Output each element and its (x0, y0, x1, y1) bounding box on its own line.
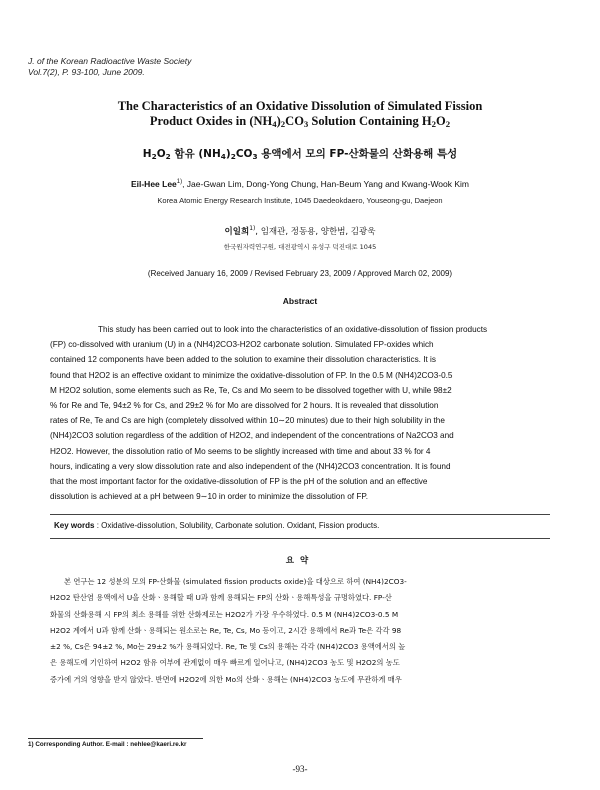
abstract-line: (NH4)2CO3 solution regardless of the addition of H2O2, and independent of the concentrations of Na2CO3 and (50, 431, 454, 441)
korean-line: H2O2 탄산염 용액에서 U을 산화ㆍ용해할 때 U과 함께 용해되는 FP의 산화ㆍ용해특성을 규명하였다. FP-산 (50, 593, 392, 603)
keywords (54, 521, 379, 530)
divider-top (50, 514, 550, 515)
korean-line: 은 용해도에 기인하여 H2O2 함유 여부에 관계없이 매우 빠르게 일어나고, (NH4)2CO3 농도 및 H2O2의 농도 (50, 658, 400, 668)
title-korean: $H_2O_2$ 함유 $(NH_4)_2CO_3$ 용액에서 모의 FP-산화물의 산화용해 특성 (142, 148, 458, 161)
title-line-2: Product Oxides in $(NH_4)_2CO_3$ Solution Containing $H_2O_2$ (149, 114, 451, 129)
abstract-line: % for Re and Te, 94±2 % for Cs, and 29±2 % for Mo are dissolved for 2 hours. It is revealed that dissolution (50, 401, 439, 411)
abstract-line: dissolution is achieved at a pH between 9∼10 in order to minimize the dissolution of FP. (50, 492, 369, 502)
authors-korean: 이일희$^{1)}$, 임재관, 정동용, 양한범, 김광욱 (224, 225, 376, 237)
authors-english: Eil-Hee Lee$^{1)}$, Jae-Gwan Lim, Dong-Yong Chung, Han-Beum Yang and Kwang-Wook Kim (130, 179, 470, 189)
affiliation-korean: 한국원자력연구원, 대전광역시 유성구 덕진대로 1045 (223, 243, 377, 251)
abstract-line: M H2O2 solution, some elements such as Re, Te, Cs and Mo seem to be dissolved together with U, while 98±2 (50, 385, 452, 395)
korean-line: 본 연구는 12 성분의 모의 FP-산화물 (simulated fission products oxide)을 대상으로 하여 (NH4)2CO3- (64, 577, 407, 586)
footnote-rule (28, 738, 203, 739)
abstract-body (50, 322, 550, 504)
page-number: -93- (292, 764, 308, 774)
korean-line: ±2 %, Cs은 94±2 %, Mo는 29±2 %가 용해되었다. Re, Te 및 Cs의 용해는 각각 (NH4)2CO3 용액에서의 높 (50, 642, 406, 652)
abstract-line: contained 12 components have been added to the solution to examine their dissolution characteristics. It is (50, 355, 436, 365)
journal-volume: Vol.7(2), P. 93-100, June 2009. (28, 67, 145, 77)
title-english (40, 99, 560, 129)
journal-citation (28, 56, 191, 78)
korean-abstract-body (50, 574, 550, 688)
abstract-line: rates of Re, Te and Cs are high (completely dissolved within 10∼20 minutes) due to their high solubility in the (50, 416, 445, 426)
footnote: 1) Corresponding Author. E-mail : nehlee@kaeri.re.kr (28, 741, 187, 748)
affiliation-english: Korea Atomic Energy Research Institute, 1045 Daedeokdaero, Youseong-gu, Daejeon (157, 196, 443, 205)
journal-name: J. of the Korean Radioactive Waste Society (28, 56, 192, 66)
abstract-line: that the most important factor for the oxidative-dissolution of FP is the pH of the solution and an effective (50, 477, 428, 487)
korean-line: 증가에 거의 영향을 받지 않았다. 반면에 H2O2에 의한 Mo의 산화ㆍ용해는 (NH4)2CO3 농도에 무관하게 매우 (50, 674, 402, 684)
korean-line: 화물의 산화용해 시 FP의 최소 용해를 위한 산화제로는 H2O2가 가장 우수하였다. 0.5 M (NH4)2CO3-0.5 M (50, 609, 399, 619)
keywords-text: : Oxidative-dissolution, Solubility, Carbonate solution. Oxidant, Fission products. (94, 521, 380, 530)
abstract-heading: Abstract (282, 296, 318, 306)
abstract-line: H2O2. However, the dissolution ratio of Mo seems to be slightly increased with time and about 33 % for 4 (50, 446, 431, 456)
abstract-line: found that H2O2 is an effective oxidant to minimize the oxidative-dissolution of FP. In the 0.5 M (NH4)2CO3-0.5 (50, 370, 453, 380)
abstract-line: This study has been carried out to look into the characteristics of an oxidative-dissolution of fission products (98, 325, 488, 334)
received-dates: (Received January 16, 2009 / Revised February 23, 2009 / Approved March 02, 2009) (147, 269, 453, 278)
keywords-label: Key words (54, 521, 95, 530)
korean-abstract-heading: 요약 (285, 556, 315, 566)
divider-bottom (50, 538, 550, 539)
abstract-line: hours, indicating a very slow dissolution rate and also independent of the (NH4)2CO3 concentration. It is found (50, 461, 451, 471)
abstract-line: (FP) co-dissolved with uranium (U) in a (NH4)2CO3-H2O2 carbonate solution. Simulated FP-oxides which (50, 340, 434, 350)
title-line-1: The Characteristics of an Oxidative Dissolution of Simulated Fission (117, 99, 483, 113)
korean-line: H2O2 계에서 U과 함께 산화ㆍ용해되는 원소로는 Re, Te, Cs, Mo 등이고, 2시간 용해에서 Re과 Te은 각각 98 (50, 625, 402, 635)
